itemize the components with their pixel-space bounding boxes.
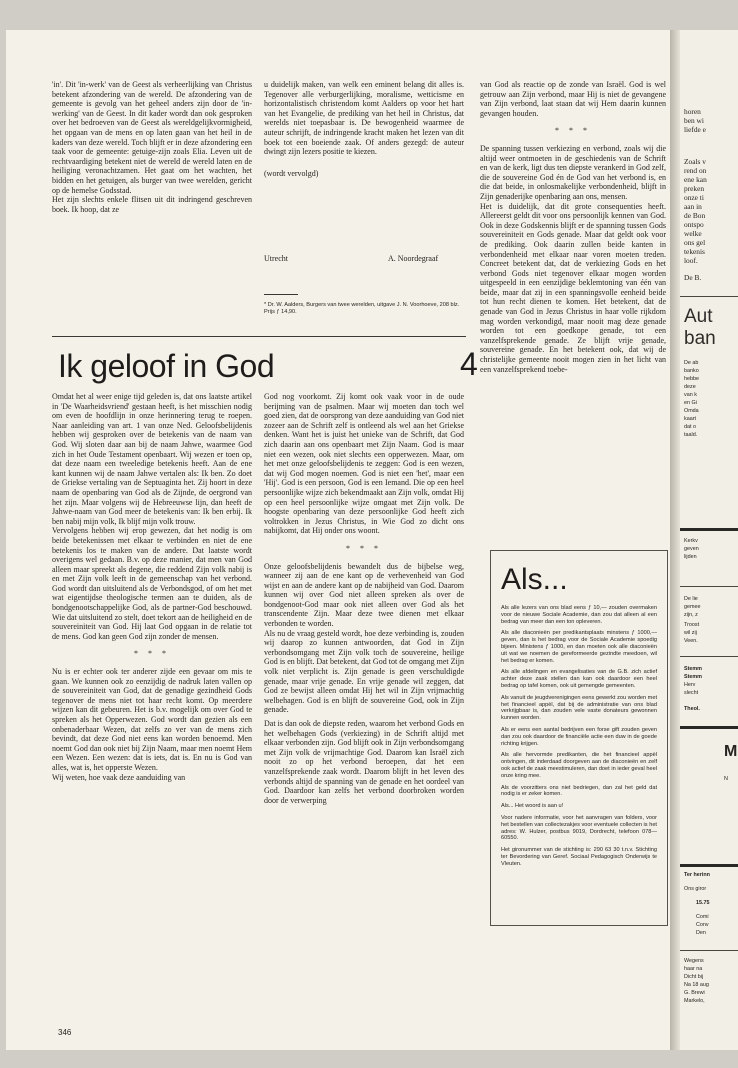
fragment-line: Na 18 aug (684, 982, 709, 988)
paragraph: u duidelijk maken, van welk een eminent belang dit alles is. Tegenover alle verburgerlijking, moralisme, wetticisme en horizontalistisch christendom komt Aalders op voor het hart van het Evangelie, de prediking van het heil in Christus, dat werelds niet toepasbaar is. De bewogenheid waarmee de auteur schrijft, de indringende kracht maken het lezen van dit boek tot een boeiende zaak. Of anders gezegd: de auteur dwingt zijn lezers positie te kiezen. (264, 80, 464, 157)
paragraph: Wij weten, hoe vaak deze aanduiding van (52, 772, 186, 782)
fragment-line: lijden (684, 554, 697, 560)
box-paragraph: Het gironummer van de stichting is: 290 63 30 t.n.v. Stichting ter Bevordering van Geref. Sociaal Pedagogisch Onderwijs te Vleuten. (501, 847, 657, 867)
fragment-line: De lie (684, 596, 698, 602)
fragment-line: banko (684, 368, 699, 374)
fragment-line: Herv (684, 682, 696, 688)
box-paragraph: Als er eens een aantal bedrijven een forse gift zouden geven dan zou ook daardoor de financiële actie een duw in de goede richting krijgen. (501, 726, 657, 747)
box-paragraph: Als alle diaconieën per predikantsplaats minstens ƒ 1000,— geven, dan is het bedrag voor de Sociale Academie spoedig bijeen. Ministens ƒ 1000, en dan moeten ook alle diaconieën uit wat we noemen de gereformeerde gezindte meedoen, wil het bedrag er komen. (501, 630, 657, 664)
left-page (6, 30, 670, 1050)
fragment-rule (680, 726, 738, 729)
box-paragraph: Als de voorzitters ons niet bedriegen, dan zal het geld dat nodig is er zeker komen. (501, 784, 657, 798)
article-number: 4 (460, 346, 478, 382)
box-paragraph: Als alle hervormde predikanten, die het financieel appèl ontvingen, dit inderdaad doorgeven aan de diaconieën en zelf ook actief de zaak meestimuleren, dan doet in ieder geval heel onze kring mee. (501, 752, 657, 779)
fragment-line: Conv (696, 922, 709, 928)
top-article-column-3 (480, 80, 666, 374)
fragment-line: kaart (684, 416, 696, 422)
page-number: 346 (58, 1028, 72, 1037)
fragment-line: haar na (684, 966, 703, 972)
section-divider: * * * (346, 543, 382, 553)
fragment-line: gemee (684, 604, 701, 610)
right-page-fragment (680, 30, 738, 1050)
fragment-line: horen (684, 107, 701, 116)
fragment-line: Theol. (684, 706, 700, 712)
fragment-rule (680, 864, 738, 867)
fragment-line: ben wi (684, 116, 704, 125)
fragment-line: Markelo, (684, 998, 705, 1004)
fragment-line: wil zij (684, 630, 697, 636)
fragment-line: preken (684, 184, 705, 193)
paragraph: Nu is er echter ook ter anderer zijde een gevaar om mis te gaan. We kunnen ook zo eenzijdig de nadruk laten vallen op de souvereiniteit van God, dat de genadige gezindheid Gods tegenover de mens niet tot haar recht komt. Op meerdere wijzen kan dit gebeuren. Het is b.v. mogelijk om over God te spreken als het Opperwezen. God wordt dan gezien als een onbenaderbaar Wezen, dat zelfs zo ver van de mens zich bevindt, dat deze God niet eens kan worden benoemd. Men noemt God dan ook niet bij Zijn Naam, maar men noemt Hem een Wezen. Een wezen: dat is iets, dat is. En nu is God van alles, wat is, het opperste Wezen. (52, 667, 252, 772)
box-paragraph: Als alle lezers van ons blad eens ƒ 10,— zouden overmaken voor de nieuwe Sociale Academie, dan zou dat alleen al een bedrag van meer dan een ton opleveren. (501, 605, 657, 625)
paragraph: 'in'. Dit 'in-werk' van de Geest als verheerlijking van Christus betekent afzondering van de wereld. De afzondering van de gemeente is gevolg van het geheel anders zijn door de 'in-werking' van de Geest. In dit kader wordt dan ook gesproken over het bedroeven van de Geest als wereldgelijkvormigheid, het opgaan van de mens en op laten gaan van het heil in de kaders van deze wereld. Toch blijft er in deze afzondering een taak voor de gemeente: getuige-zijn zoals Elia. Leven uit de rechtvaardiging betekent niet de wereld de wereld laten en de heiliging veronachtzamen. Het gaat om het wachten, het bidden en het getuigen, als burger van twee werelden, gericht op de hemelse Godsstad. (52, 80, 252, 195)
fragment-line: Stemm (684, 674, 702, 680)
fragment-signature: De B. (684, 273, 702, 282)
fragment-line: aan in (684, 202, 702, 211)
footnote-rule (264, 294, 298, 295)
paragraph: De spanning tussen verkiezing en verbond, zoals wij die altijd weer ontmoeten in de geschiedenis van de Schrift en van de kerk, ligt dus ten diepste verankerd in God zelf, die de souvereine God én de God van het verbond is, en die dat beide, in onlosmakelijke verbondenheid, blijft in Zijn genaderijke openbaring aan ons, mensen. (480, 143, 666, 201)
fragment-line: Zoals v (684, 157, 706, 166)
fragment-line: Troost (684, 622, 700, 628)
binding-gutter (670, 30, 680, 1050)
fragment-line: Wegens (684, 958, 704, 964)
fragment-line: De ab (684, 360, 699, 366)
fragment-line: hebbe (684, 376, 699, 382)
author-signature: A. Noordegraaf (388, 254, 439, 263)
fragment-line: liefde e (684, 125, 706, 134)
place-label: Utrecht (264, 254, 288, 263)
fragment-line: ontspo (684, 220, 704, 229)
box-paragraph: Als alle afdelingen en evangelisaties van de G.B. zich actief achter deze zaak stellen dan kan ook daardoor een heel bedrag op tafel komen, ook uit gemengde gemeenten. (501, 669, 657, 689)
fragment-line: welke (684, 229, 702, 238)
paragraph: Dat is dan ook de diepste reden, waarom het verbond Gods en het welbehagen Gods (verkiezing) in de Schrift altijd met elkaar verbonden zijn. God blijft ook in Zijn verbondsomgang met Zijn volk de vrijmachtige God. Daarom kan Israël zich nooit zo op het verbond beroepen, dat het een vanzelfsprekende zaak wordt. Daarom blijft in het leven des verbonds altijd de spanning van de genade en het oordeel van God. Daardoor kan zelfs het verbond doorbroken worden door de verwerping (264, 719, 464, 805)
box-body (501, 605, 657, 873)
fragment-line: onze ti (684, 193, 704, 202)
article-title: Ik geloof in God (58, 348, 275, 384)
paragraph: God nog voorkomt. Zij komt ook vaak voor in de oude berijming van de psalmen. Maar wij moeten dan toch wel goed zien, dat de oorsprong van deze aanduiding van God niet zozeer aan de Schrift zelf is ontleend als wel aan het Griekse denken. Want het is juist het unieke van de Schrift, dat God zich daarin aan ons openbaart met Zijn Naam. God is maar niet een wezen, ook niet slechts een opperwezen. Maar, om het met onze geloofsbelijdenis te zeggen: God is een wezen, dat wij God mogen noemen. God is niet een 'het', maar een 'Hij'. God is een persoon, God is een Iemand. Die op een heel persoonlijke wijze zich bekendmaakt aan Zijn volk, omdat Hij op een heel persoonlijke wijze omgaat met Zijn volk. De hoogste openbaring van deze persoonlijke God heeft zich voltrokken in Jezus Christus, in Wie God zo dicht ons nabijkomt, dat Hij onder ons woont. (264, 392, 464, 536)
section-divider: * * * (555, 126, 591, 136)
fragment-rule (680, 950, 738, 951)
box-title: Als... (501, 563, 568, 596)
fragment-line: Veen. (684, 638, 698, 644)
heading-rule (52, 336, 466, 337)
fragment-ad-title: Aut (684, 306, 713, 327)
paragraph: Als nu de vraag gesteld wordt, hoe deze verbinding is, zouden wij daarop zo kunnen antwoorden, dat God in Zijn verbondsomgang met Zijn volk toch de souvereine, heilige God is en blijft. Dat betekent, dat God tot de omgang met Zijn volk niet verplicht is. Zijn genade is geen verschuldigde genade, maar vrije genade. En vrije genade wil zeggen, dat God ze bewijst alleen omdat Hij het wil in Zijn vrijmachtig welbehagen. God is en blijft de souvereine God, ook in Zijn genade. (264, 628, 464, 715)
fragment-line: slecht (684, 690, 699, 696)
fragment-ad-title: ban (684, 328, 716, 349)
fragment-rule (680, 586, 738, 587)
paragraph: Onze geloofsbelijdenis bewandelt dus de bijbelse weg, wanneer zij aan de ene kant op de verhevenheid van God wijst en aan de andere kant op de nabijheid van God. Daarom kunnen wij over God niet alleen spreken als over de bondgenoot-God maar ook niet alleen over God als het transcendente Zijn. Maar deze twee dienen met elkaar verbonden te worden. (264, 561, 464, 629)
fragment-line: G. Brewi (684, 990, 705, 996)
fragment-line: ene kan (684, 175, 707, 184)
fragment-letter: M (724, 743, 738, 760)
section-divider: * * * (134, 649, 170, 659)
fragment-line: Ter herinn (684, 872, 710, 878)
fragment-line: Comi (696, 914, 709, 920)
top-article-column-1 (52, 80, 252, 214)
fragment-line: Kerkv (684, 538, 698, 544)
fragment-line: en Gi (684, 400, 697, 406)
fragment-line: taald. (684, 432, 698, 438)
box-paragraph: Als... Het woord is aan u! (501, 803, 564, 810)
als-box (490, 550, 668, 926)
fragment-line: geven (684, 546, 699, 552)
paragraph: Vervolgens hebben wij erop gewezen, dat het nodig is om beide betekenissen met elkaar te verbinden en niet de ene betekenis los te maken van de andere. Dat laatste wordt overigens wel gedaan. B.v. op deze manier, dat men van God alleen maar spreekt als degene, die reddend Zijn volk nabij is en met Zijn volk leeft in de gemeenschap van het verbond. God wordt dan uitsluitend als de Verbondsgod, of om het met wat eigentijdse theologische termen aan te duiden, als de bondgenootschappelijke God, als de partner-God beschouwd. Wie dat uitsluitend zo stelt, doet tekort aan de heiligheid en de souvereiniteit van God. Hij laat God opgaan in de relatie tot de mens. God kan geen God zijn zonder de mensen. (52, 526, 252, 641)
fragment-rule (680, 528, 738, 531)
box-paragraph: Voor nadere informatie, voor het aanvragen van folders, voor het bestellen van collectezakjes voor eventuele collecten is het adres: W. Hulzer, postbus 9019, Dordrecht, telefoon 078—60550. (501, 814, 657, 842)
fragment-line: Stemm (684, 666, 702, 672)
top-article-column-2 (264, 80, 464, 178)
fragment-letter: N (724, 776, 728, 782)
fragment-line: deze (684, 384, 696, 390)
fragment-line: rend on (684, 166, 707, 175)
fragment-line: van k (684, 392, 697, 398)
paragraph: van God als reactie op de zonde van Israël. God is wel getrouw aan Zijn verbond, maar Hij is niet de gevangene van Zijn verbond, laat staan dat wij Hem daarin kunnen gevangen houden. (480, 80, 666, 118)
paragraph: Omdat het al weer enige tijd geleden is, dat ons laatste artikel in 'De Waarheidsvriend' gestaan heeft, is het misschien nodig om even de hoofdlijn in onze herinnering terug te roepen. Naar aanleiding van art. 1 van onze Ned. Geloofsbelijdenis hebben wij gesproken over de betekenis van de naam van God. Wij sloten daar aan bij de naam Jahwe, waarmee God zich in het Oude Testament openbaart. Wij wezen er toen op, dat deze naam een tweeledige betekenis heeft. Aan de ene kant kunnen wij de naam Jahwe vertalen als: Ik ben. Zo doet de Griekse vertaling van de Septuaginta het. Zij hoort in deze naam de openbaring van God als de Zijnde, de oergrond van het zijn. Maar volgens wij de Hebreeuwse lijn, dan heeft de Jahwe-naam van God meer de betekenis van: Ik ben erbij. Ik ben nabij mijn volk, Ik blijf mijn volk trouw. (52, 392, 252, 526)
fragment-line: ons gel (684, 238, 706, 247)
paragraph: Het is duidelijk, dat dit grote consequenties heeft. Allereerst geldt dit voor ons persoonlijk kennen van God. Ook in deze Godskennis blijft er de spanning tussen Gods souvereiniteit en Gods genade. Maar dat geldt ook voor de prediking. Ook daarin zullen beide kanten in verbondenheid met elkaar naar voren moeten treden. Concreet betekent dat, dat de verkiezing Gods en het verbond Gods niet tegenover elkaar mogen worden uitgespeeld in een eenzijdige beklemtoning van één van beide, maar dat zij in een spanningsvolle eenheid beide tot hun recht dienen te komen. Het betekent, dat de genade van God in Jezus Christus in haar volle rijkdom mag worden verkondigd, maar nooit mag deze genade worden tot een goedkope genade, tot een vanzelfsprekende genade. Ze blijft vrije genade, souvereine genade. En het betekent ook, dat wij de christelijke gemeente nooit mogen zien in het licht van een vanzelfsprekend toebe- (480, 201, 666, 374)
footnote: * Dr. W. Aalders, Burgers van twee werelden, uitgave J. N. Voorhoeve, 208 blz. Prijs ƒ 14,90. (264, 302, 460, 315)
fragment-line: zijn, z (684, 612, 698, 618)
continued-note: (wordt vervolgd) (264, 168, 319, 178)
paragraph: Het zijn slechts enkele flitsen uit dit indringend geschreven boek. Ik hoop, dat ze (52, 195, 252, 214)
fragment-line: Ons giror (684, 886, 707, 892)
fragment-line: dat o (684, 424, 696, 430)
fragment-line: 15.75 (696, 900, 710, 906)
fragment-line: de Bon (684, 211, 706, 220)
box-paragraph: Als vanuit de jeugdverenigingen eens gewerkt zou worden met het financieel appèl, dat bij de administratie van ons blad verkrijgbaar is, dan zouden vele vaste donateurs gewonnen kunnen worden. (501, 694, 657, 722)
main-article-column-1 (52, 392, 252, 782)
fragment-line: Dicht bij (684, 974, 704, 980)
main-article-column-2 (264, 392, 464, 805)
fragment-line: Den (696, 930, 706, 936)
fragment-line: Omda (684, 408, 699, 414)
fragment-line: loof. (684, 256, 698, 265)
fragment-rule (680, 656, 738, 657)
fragment-rule (680, 296, 738, 297)
fragment-line: tekenis (684, 247, 705, 256)
